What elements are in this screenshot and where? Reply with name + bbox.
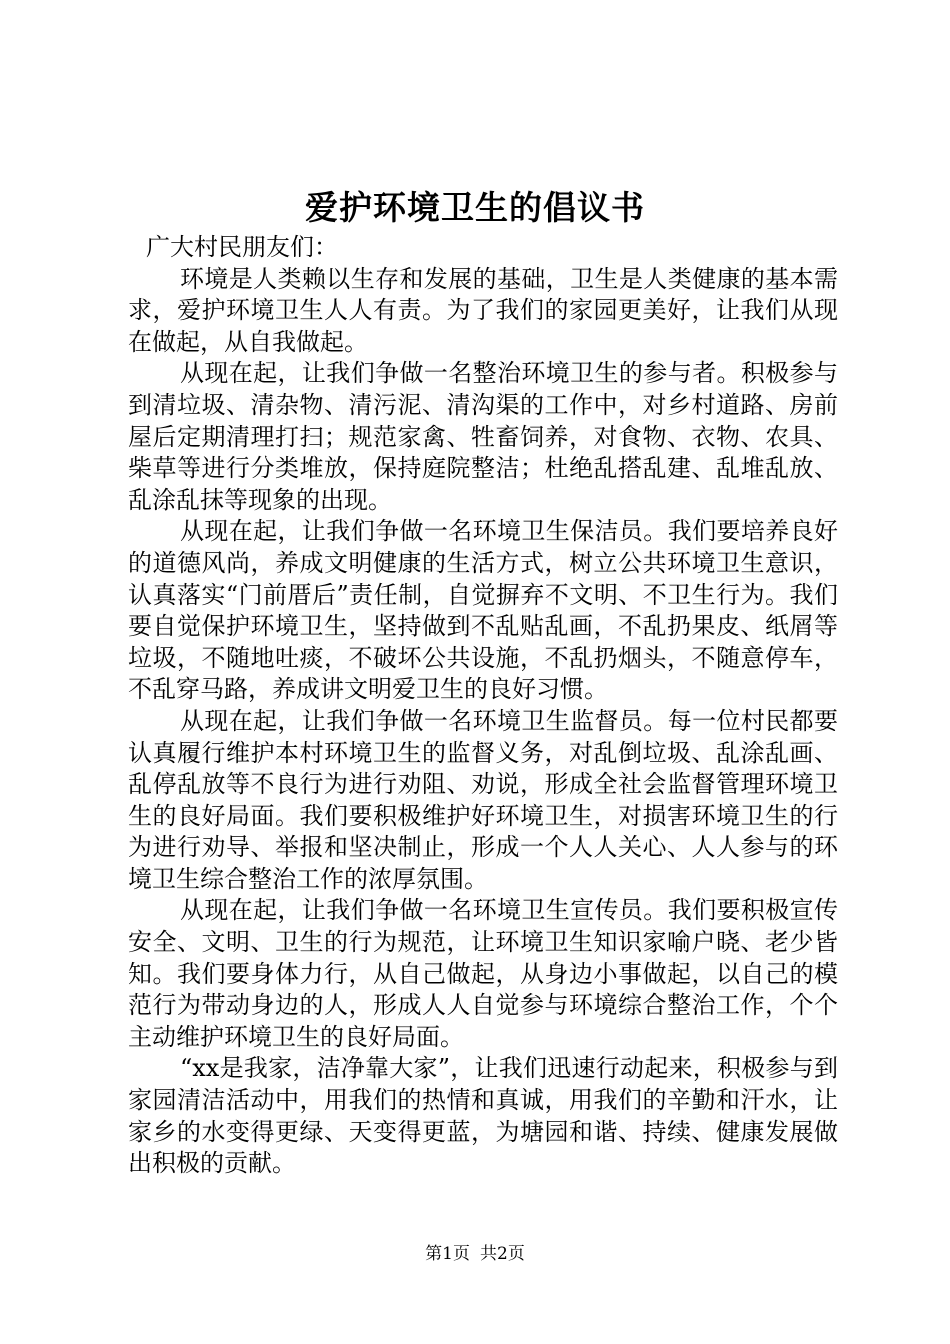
paragraph-participant: 从现在起，让我们争做一名整治环境卫生的参与者。积极参与到清垃圾、清杂物、清污泥、清沟渠的工作中，对乡村道路、房前屋后定期清理打扫；规范家禽、牲畜饲养，对食物、衣物、农具、柴草等进行分类堆放，保持庭院整洁；杜绝乱搭乱建、乱堆乱放、乱涂乱抹等现象的出现。 (128, 359, 838, 514)
page-total: 共2页 (480, 1244, 525, 1264)
greeting-line: 广大村民朋友们： (146, 233, 338, 261)
paragraph-intro: 环境是人类赖以生存和发展的基础，卫生是人类健康的基本需求，爱护环境卫生人人有责。为了我们的家园更美好，让我们从现在做起，从自我做起。 (128, 264, 838, 356)
paragraph-promoter: 从现在起，让我们争做一名环境卫生宣传员。我们要积极宣传安全、文明、卫生的行为规范，让环境卫生知识家喻户晓、老少皆知。我们要身体力行，从自己做起，从身边小事做起，以自己的模范行为带动身边的人，形成人人自觉参与环境综合整治工作，个个主动维护环境卫生的良好局面。 (128, 896, 838, 1051)
document-body (128, 232, 838, 1180)
paragraph-supervisor: 从现在起，让我们争做一名环境卫生监督员。每一位村民都要认真履行维护本村环境卫生的监督义务，对乱倒垃圾、乱涂乱画、乱停乱放等不良行为进行劝阻、劝说，形成全社会监督管理环境卫生的良好局面。我们要积极维护好环境卫生，对损害环境卫生的行为进行劝导、举报和坚决制止，形成一个人人关心、人人参与的环境卫生综合整治工作的浓厚氛围。 (128, 706, 838, 893)
document-title: 爱护环境卫生的倡议书 (305, 188, 645, 227)
paragraph-closing: “xx是我家，洁净靠大家”，让我们迅速行动起来，积极参与到家园清洁活动中，用我们的热情和真诚，用我们的辛勤和汗水，让家乡的水变得更绿、天变得更蓝，为塘园和谐、持续、健康发展做出积极的贡献。 (128, 1054, 838, 1178)
page-footer (0, 1242, 950, 1266)
page-number: 第1页 (425, 1244, 470, 1264)
paragraph-cleaner: 从现在起，让我们争做一名环境卫生保洁员。我们要培养良好的道德风尚，养成文明健康的生活方式，树立公共环境卫生意识，认真落实“门前厝后”责任制，自觉摒弃不文明、不卫生行为。我们要自觉保护环境卫生，坚持做到不乱贴乱画，不乱扔果皮、纸屑等垃圾，不随地吐痰，不破坏公共设施，不乱扔烟头，不随意停车，不乱穿马路，养成讲文明爱卫生的良好习惯。 (128, 517, 838, 704)
